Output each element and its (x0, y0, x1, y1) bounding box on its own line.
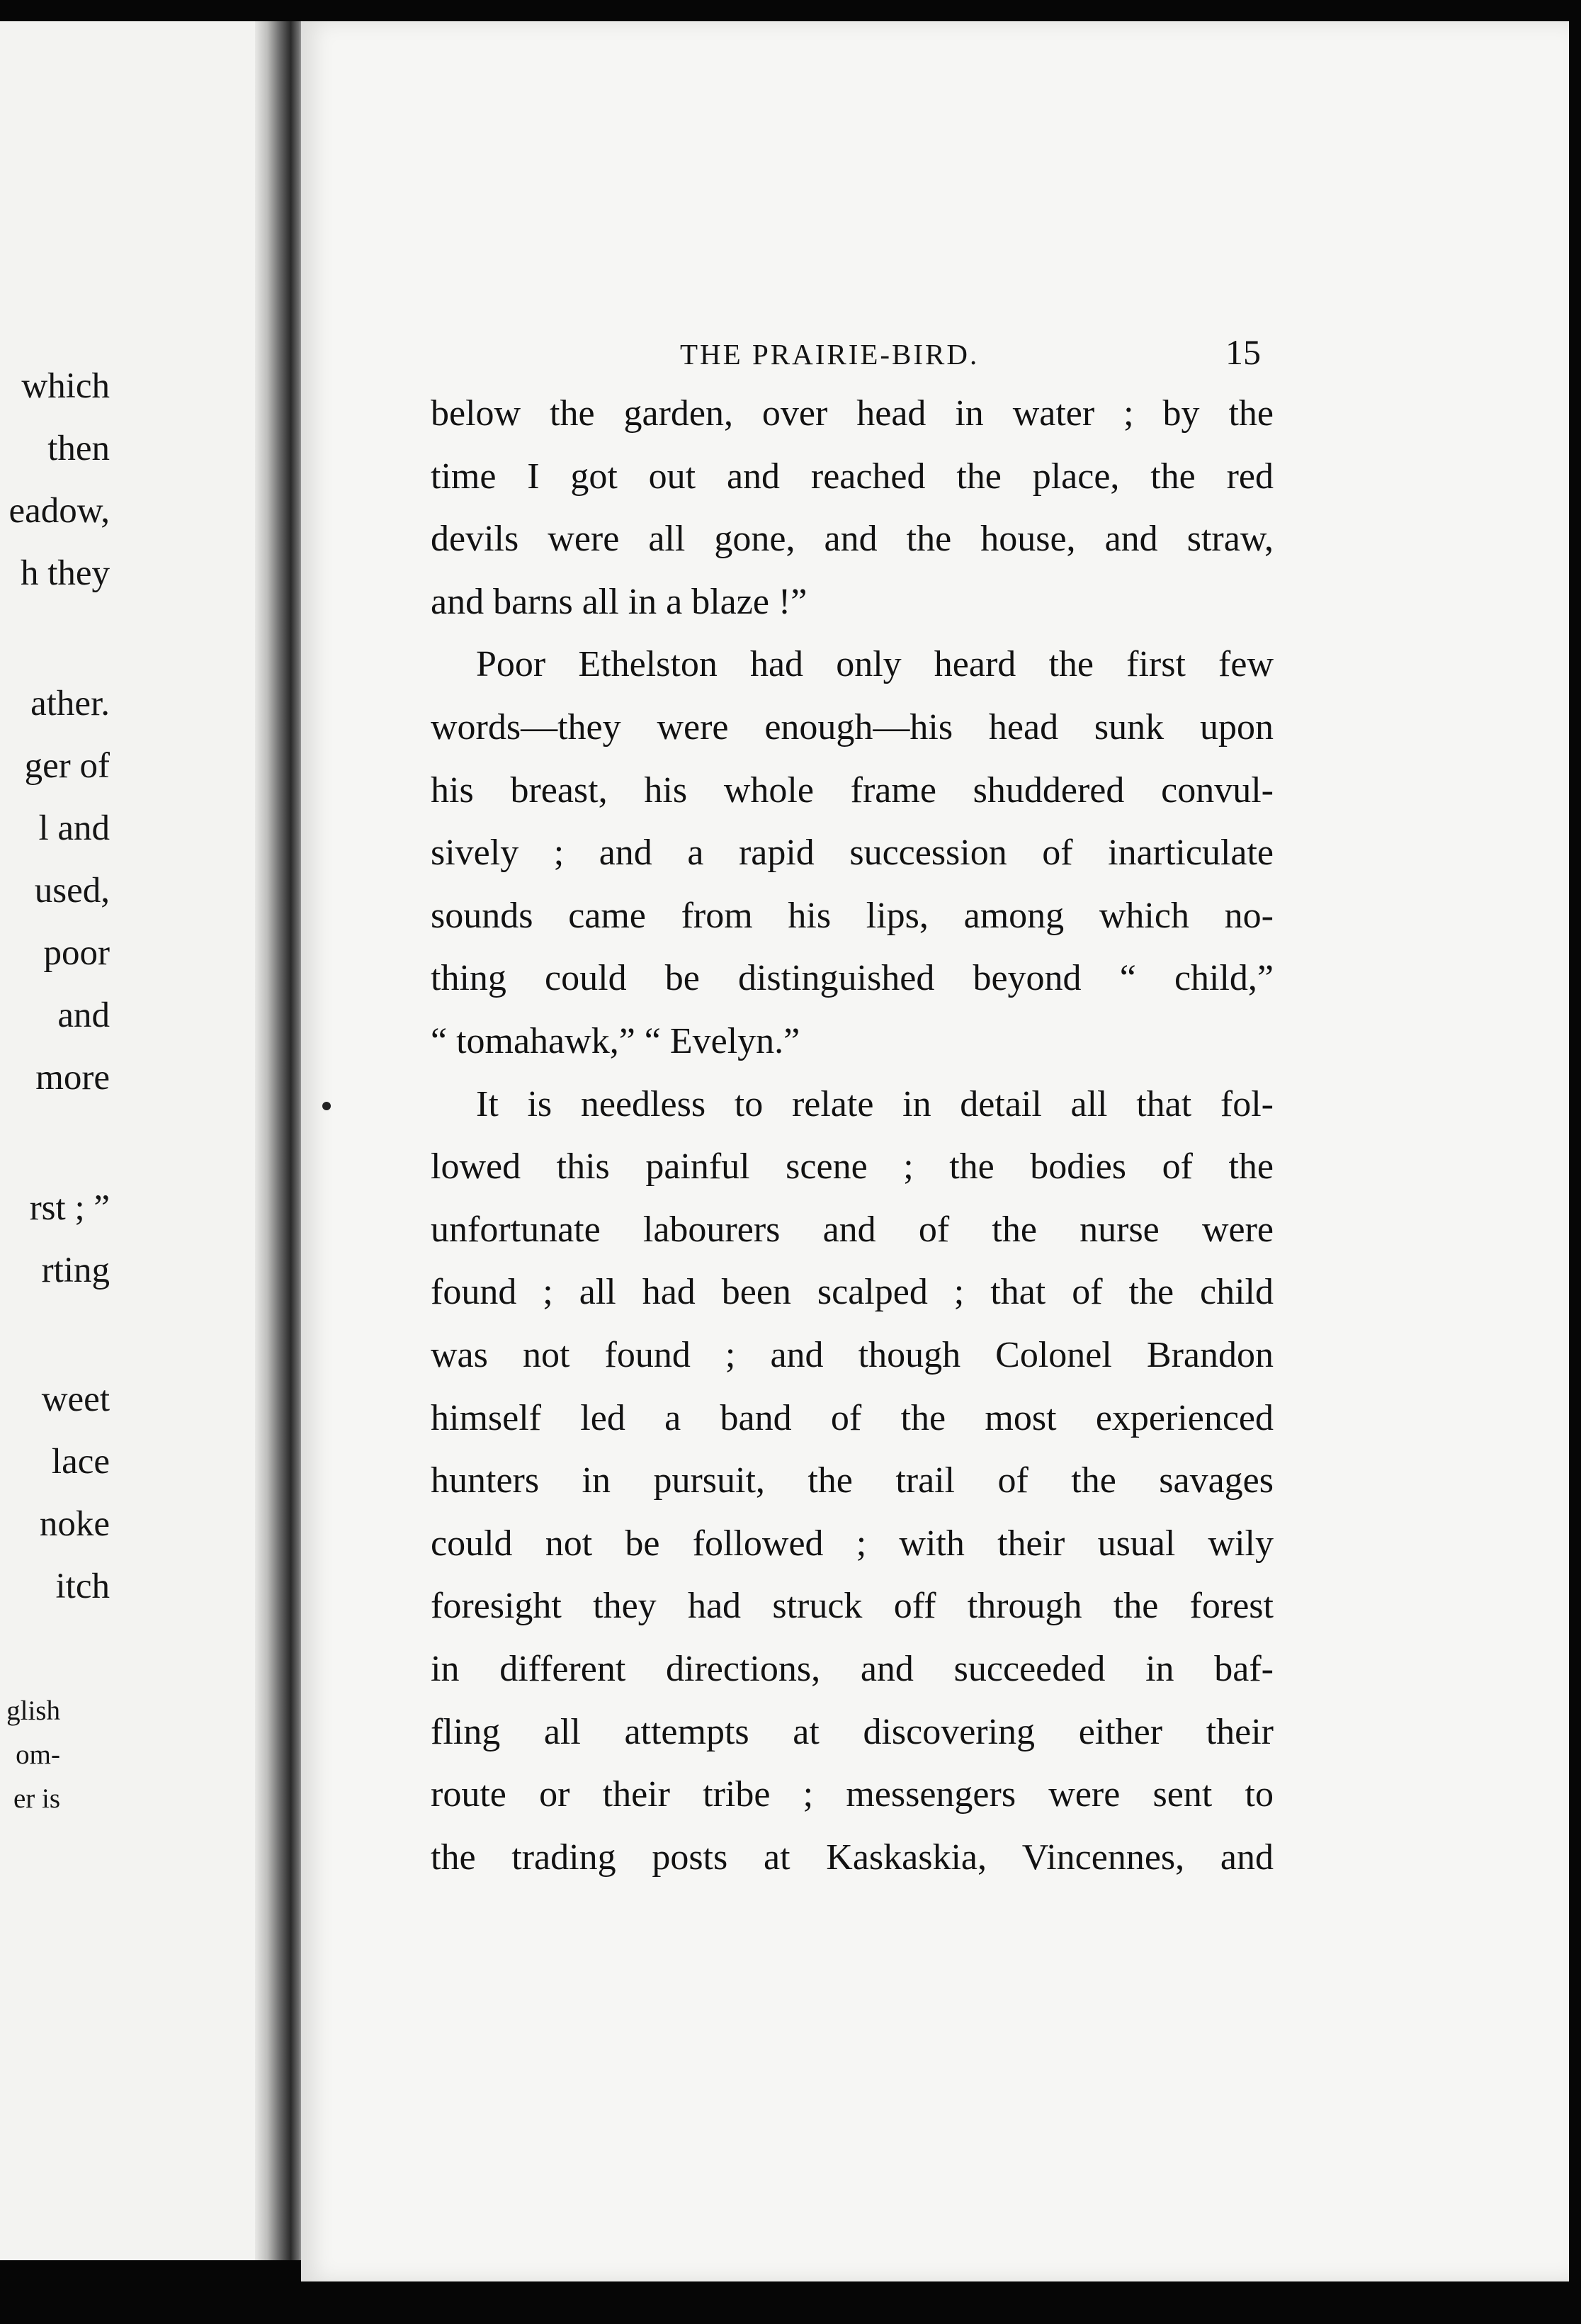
left-page-text-fragment: itch (55, 1567, 110, 1606)
left-page-text-fragment: rst ; ” (29, 1188, 110, 1228)
text-line: thing could be distinguished beyond “ child,” (431, 958, 1274, 999)
left-page-text-fragment: l and (38, 808, 110, 848)
scan-speck (322, 1102, 331, 1110)
text-line: Poor Ethelston had only heard the first few (476, 644, 1274, 685)
text-line: It is needless to relate in detail all that fol- (476, 1083, 1274, 1124)
left-facing-page (0, 21, 273, 2260)
left-page-footnote-fragment: er is (13, 1783, 60, 1814)
text-line: hunters in pursuit, the trail of the savages (431, 1460, 1274, 1501)
text-line: foresight they had struck off through the forest (431, 1586, 1274, 1627)
left-page-text-fragment: eadow, (8, 491, 110, 531)
text-line: route or their tribe ; messengers were sent to (431, 1774, 1274, 1815)
text-line: fling all attempts at discovering either their (431, 1711, 1274, 1752)
text-line: time I got out and reached the place, the red (431, 456, 1274, 497)
left-page-footnote-fragment: glish (6, 1696, 60, 1726)
text-line: sounds came from his lips, among which no- (431, 895, 1274, 936)
running-head: THE PRAIRIE-BIRD. (680, 338, 980, 371)
left-page-text-fragment: used, (34, 871, 110, 910)
left-page-text-fragment: ather. (30, 684, 110, 723)
text-line: lowed this painful scene ; the bodies of the (431, 1146, 1274, 1188)
text-line: found ; all had been scalped ; that of the child (431, 1272, 1274, 1313)
left-page-footnote-fragment: om- (16, 1739, 60, 1770)
left-page-text-fragment: h they (20, 553, 110, 593)
text-line: was not found ; and though Colonel Brandon (431, 1335, 1274, 1375)
left-page-text-fragment: rting (41, 1251, 110, 1290)
right-page (301, 21, 1569, 2281)
text-line: words—they were enough—his head sunk upon (431, 707, 1274, 748)
left-page-text-fragment: and (57, 995, 110, 1035)
left-page-text-fragment: which (21, 366, 110, 406)
left-page-text-fragment: more (35, 1058, 110, 1098)
text-line: and barns all in a blaze !” (431, 581, 808, 622)
left-page-text-fragment: poor (43, 933, 110, 973)
left-page-text-fragment: ger of (24, 746, 110, 786)
text-line: in different directions, and succeeded in baf- (431, 1649, 1274, 1689)
text-line: sively ; and a rapid succession of inarticulate (431, 833, 1274, 874)
text-line: his breast, his whole frame shuddered convul- (431, 769, 1274, 811)
text-line: could not be followed ; with their usual wily (431, 1523, 1274, 1564)
left-page-text-fragment: noke (39, 1504, 110, 1544)
text-line: below the garden, over head in water ; by the (431, 393, 1274, 434)
text-line: devils were all gone, and the house, and straw, (431, 519, 1274, 560)
left-page-text-fragment: then (47, 429, 110, 468)
text-line: himself led a band of the most experienced (431, 1397, 1274, 1438)
text-line: unfortunate labourers and of the nurse were (431, 1209, 1274, 1250)
page-number: 15 (1225, 332, 1261, 372)
left-page-text-fragment: lace (51, 1442, 110, 1482)
book-gutter-shadow (255, 21, 305, 2260)
text-line: the trading posts at Kaskaskia, Vincennes, and (431, 1837, 1274, 1878)
left-page-text-fragment: weet (41, 1380, 110, 1419)
text-line: “ tomahawk,” “ Evelyn.” (431, 1021, 800, 1061)
